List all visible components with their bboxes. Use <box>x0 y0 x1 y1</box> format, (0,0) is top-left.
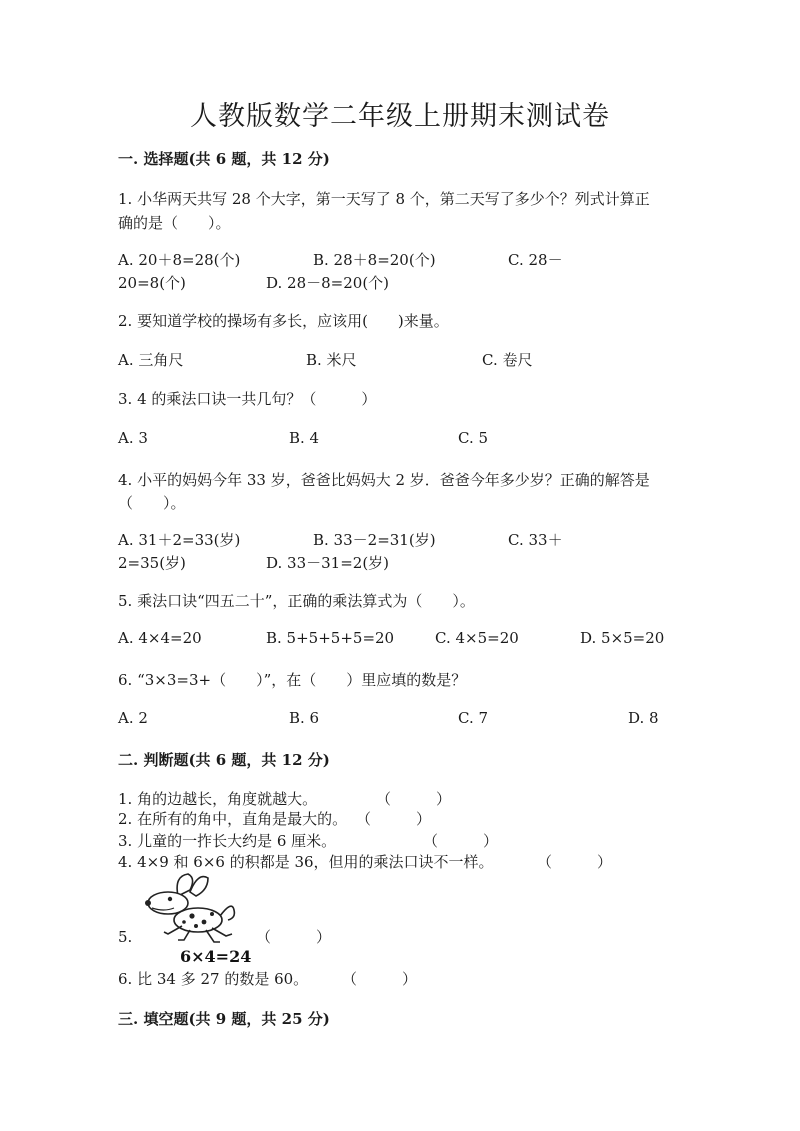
q6-option-c: C. 7 <box>458 709 489 727</box>
q4-option-a: A. 31＋2=33(岁) <box>118 531 241 549</box>
page-title: 人教版数学二年级上册期末测试卷 <box>190 101 610 132</box>
judge-2-blank: （ ） <box>356 810 432 828</box>
section-heading-fill: 三. 填空题(共 9 题，共 25 分) <box>118 1010 330 1028</box>
q1-option-a: A. 20＋8=28(个) <box>118 251 241 269</box>
question-4-line-2: （ ）。 <box>118 494 186 512</box>
q1-option-c-cont: 20=8(个) <box>118 274 186 292</box>
dog-icon <box>134 870 252 966</box>
question-3: 3. 4 的乘法口诀一共几句？（ ） <box>118 390 377 408</box>
q4-option-b: B. 33－2=31(岁) <box>313 531 436 549</box>
q3-option-b: B. 4 <box>289 429 320 447</box>
q1-option-d: D. 28－8=20(个) <box>266 274 390 292</box>
q2-option-c: C. 卷尺 <box>482 351 533 369</box>
section-heading-judge: 二. 判断题(共 6 题，共 12 分) <box>118 751 330 769</box>
q3-option-c: C. 5 <box>458 429 489 447</box>
judge-1-text: 1. 角的边越长，角度就越大。 <box>118 790 318 808</box>
dog-illustration <box>134 870 252 966</box>
judge-6-text: 6. 比 34 多 27 的数是 60。 <box>118 970 309 988</box>
q5-option-c: C. 4×5=20 <box>435 629 519 647</box>
q2-option-b: B. 米尺 <box>306 351 357 369</box>
q6-option-b: B. 6 <box>289 709 320 727</box>
question-2: 2. 要知道学校的操场有多长，应该用( )来量。 <box>118 312 449 330</box>
judge-4-blank: （ ） <box>537 853 613 871</box>
question-4-line-1: 4. 小平的妈妈今年 33 岁，爸爸比妈妈大 2 岁．爸爸今年多少岁？正确的解答是 <box>118 471 650 489</box>
q5-option-d: D. 5×5=20 <box>580 629 665 647</box>
q2-option-a: A. 三角尺 <box>118 351 184 369</box>
judge-3-text: 3. 儿童的一拃长大约是 6 厘米。 <box>118 832 337 850</box>
question-5: 5. 乘法口诀“四五二十”，正确的乘法算式为（ ）。 <box>118 592 475 610</box>
judge-4-text: 4. 4×9 和 6×6 的积都是 36，但用的乘法口诀不一样。 <box>118 853 494 871</box>
q6-option-d: D. 8 <box>628 709 659 727</box>
judge-1-blank: （ ） <box>376 790 452 808</box>
judge-2-text: 2. 在所有的角中，直角是最大的。 <box>118 810 348 828</box>
q4-option-c-cont: 2=35(岁) <box>118 554 186 572</box>
q5-option-b: B. 5+5+5+5=20 <box>266 629 395 647</box>
q6-option-a: A. 2 <box>118 709 148 727</box>
dog-caption: 6×4=24 <box>180 947 252 966</box>
q1-option-b: B. 28＋8=20(个) <box>313 251 436 269</box>
question-1-line-2: 确的是（ ）。 <box>118 214 231 232</box>
judge-5-blank: （ ） <box>256 928 332 946</box>
question-6: 6. “3×3=3+（ ）”，在（ ）里应填的数是？ <box>118 671 467 689</box>
q5-option-a: A. 4×4=20 <box>118 629 202 647</box>
question-1-line-1: 1. 小华两天共写 28 个大字，第一天写了 8 个，第二天写了多少个？列式计算正 <box>118 190 650 208</box>
q3-option-a: A. 3 <box>118 429 148 447</box>
judge-6-blank: （ ） <box>342 970 418 988</box>
q4-option-d: D. 33－31=2(岁) <box>266 554 390 572</box>
q1-option-c: C. 28－ <box>508 251 563 269</box>
q4-option-c: C. 33＋ <box>508 531 563 549</box>
section-heading-choice: 一. 选择题(共 6 题，共 12 分) <box>118 150 330 168</box>
judge-5-text: 5. <box>118 928 133 946</box>
judge-3-blank: （ ） <box>423 832 499 850</box>
